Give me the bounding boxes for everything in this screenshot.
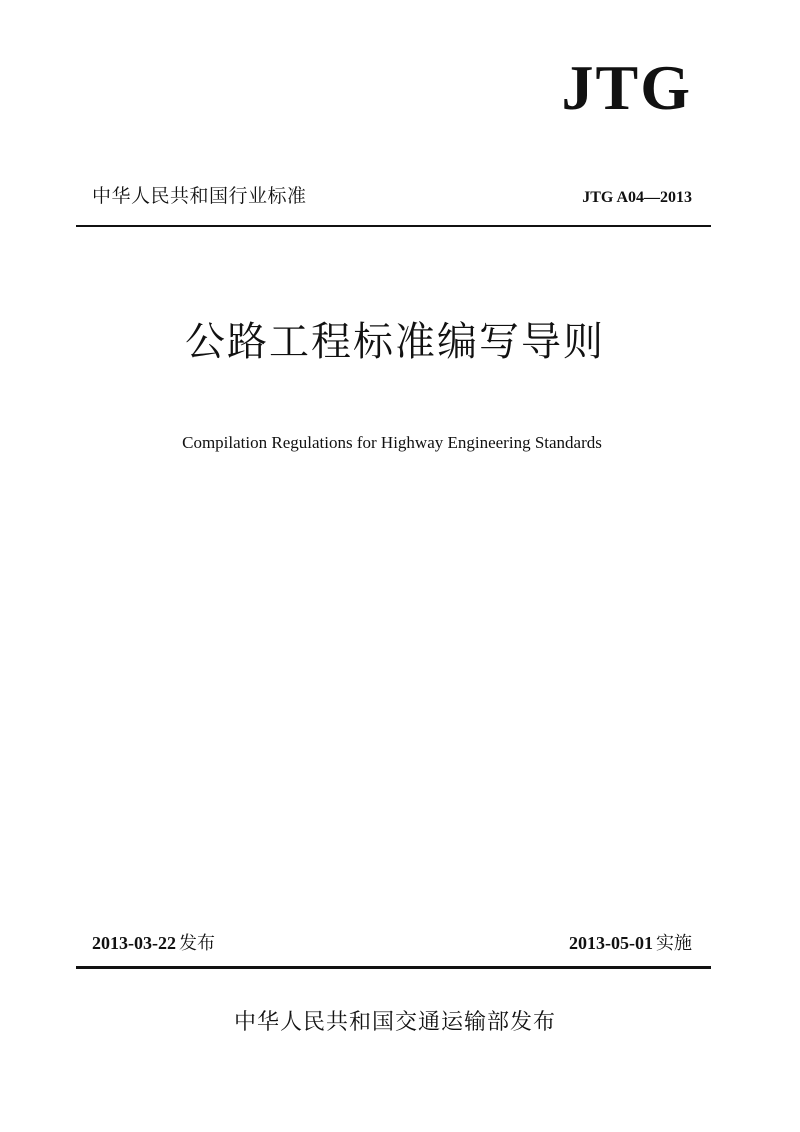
- top-divider: [76, 225, 711, 227]
- issue-label: 发布: [179, 933, 215, 954]
- effective-date: 2013-05-01: [569, 933, 653, 953]
- effective-date-block: [569, 930, 692, 957]
- document-title-english: Compilation Regulations for Highway Engineering Standards: [182, 433, 602, 452]
- bottom-divider: [76, 966, 711, 969]
- issue-date: 2013-03-22: [92, 933, 176, 953]
- publisher: 中华人民共和国交通运输部发布: [233, 1010, 556, 1035]
- document-title-chinese: 公路工程标准编写导则: [185, 319, 605, 365]
- issue-date-block: [92, 930, 215, 957]
- effective-label: 实施: [656, 933, 692, 954]
- standard-category: 中华人民共和国行业标准: [92, 185, 307, 207]
- jtg-logo: JTG: [561, 52, 692, 123]
- standard-code: JTG A04—2013: [582, 189, 692, 206]
